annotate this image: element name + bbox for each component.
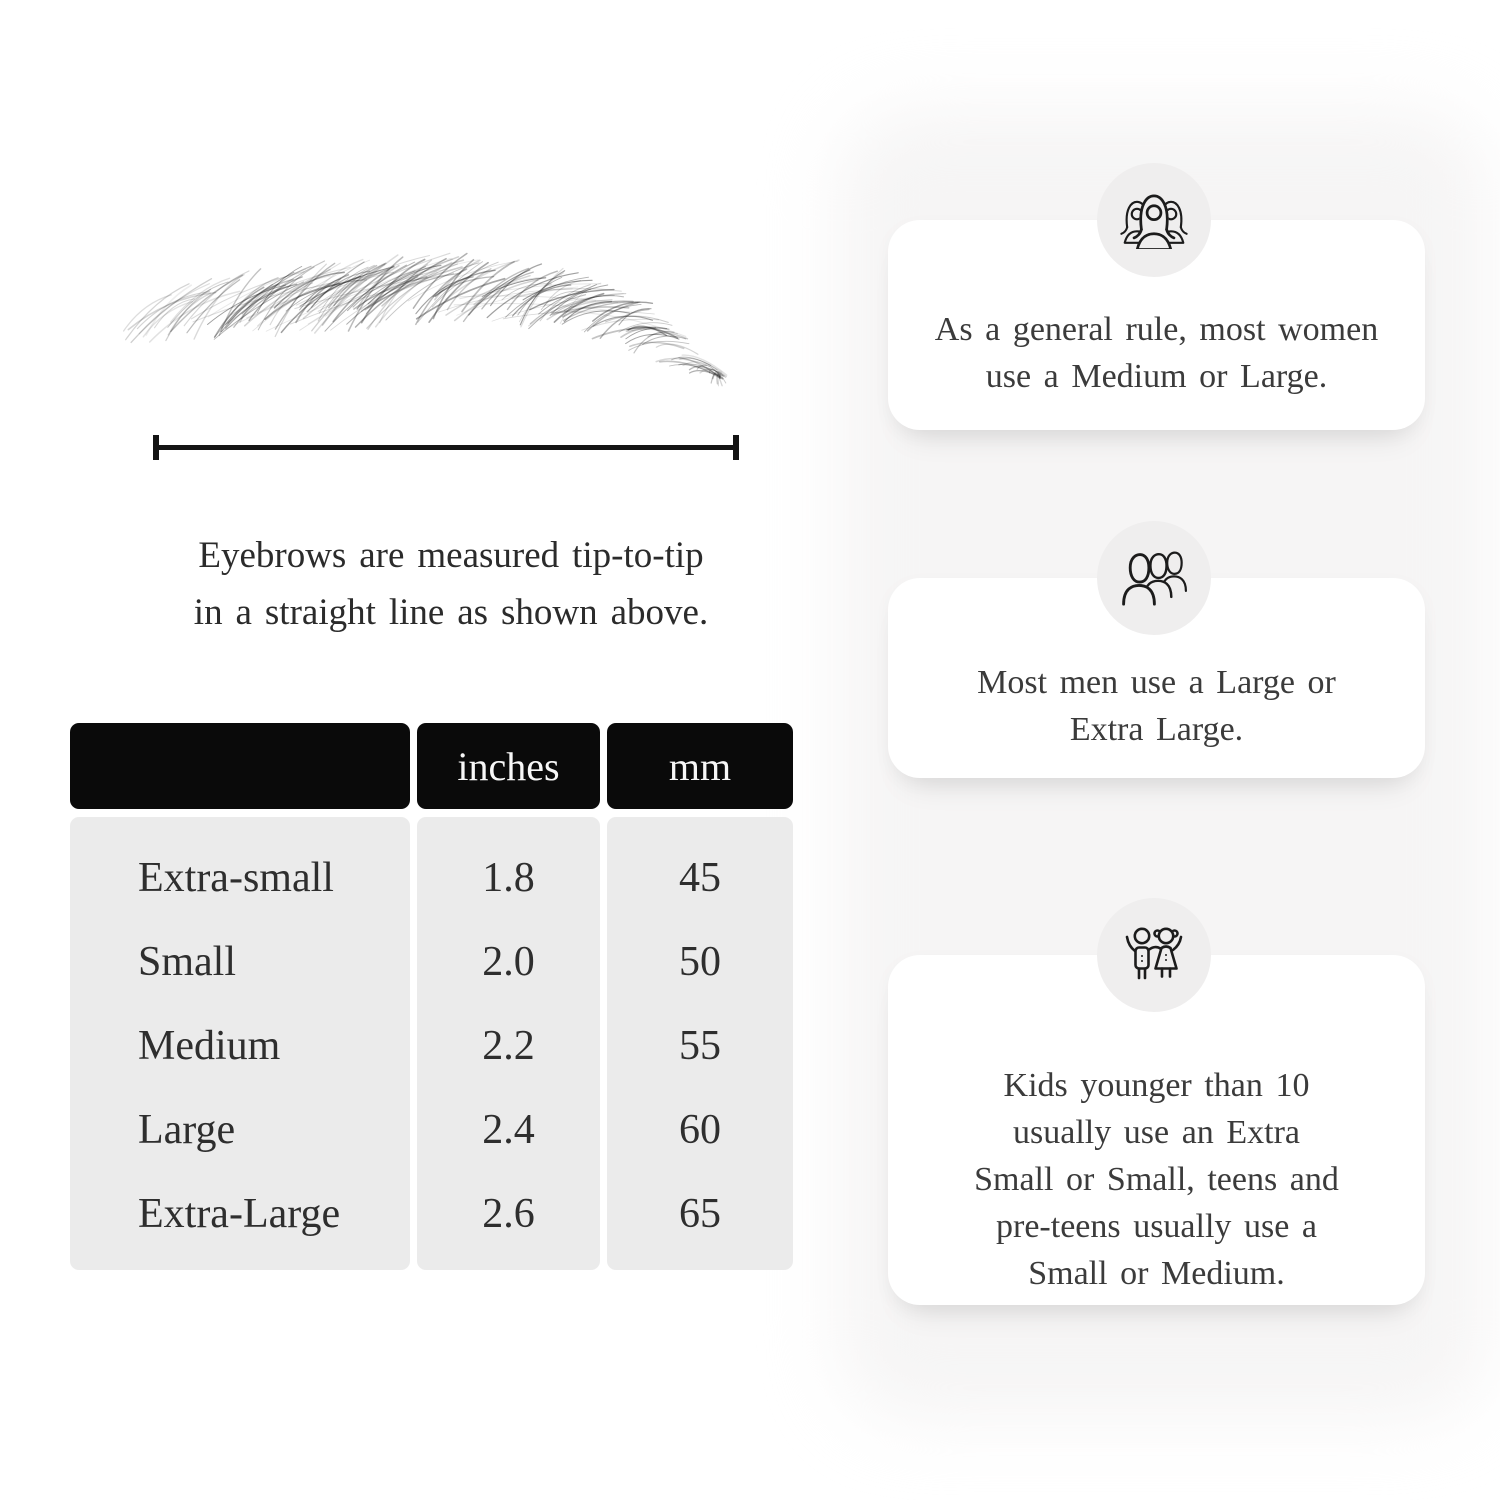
card-women-line-1: As a general rule, most women <box>934 311 1379 348</box>
kids-icon-badge <box>1097 898 1211 1012</box>
table-row-mm: 50 <box>679 939 721 985</box>
card-men-line-2: Extra Large. <box>1069 711 1244 748</box>
card-kids-line-3: Small or Small, teens and <box>974 1160 1339 1198</box>
table-row-label: Extra-Large <box>138 1191 341 1237</box>
table-row-label: Extra-small <box>138 855 334 901</box>
size-table-header-size <box>70 723 410 809</box>
table-row-label: Small <box>138 939 237 985</box>
table-row-label: Medium <box>138 1023 281 1069</box>
table-row-inches: 1.8 <box>482 855 535 901</box>
table-row-mm: 65 <box>679 1191 721 1237</box>
size-table-label-column <box>70 817 410 1270</box>
table-row-label: Large <box>138 1107 236 1153</box>
caption-line-2: in a straight line as shown above. <box>193 592 709 633</box>
eyebrow-illustration <box>115 238 737 410</box>
size-table-inches-column <box>417 817 600 1270</box>
table-row-mm: 45 <box>679 855 721 901</box>
kids-icon <box>1122 924 1186 986</box>
card-kids-line-1: Kids younger than 10 <box>1003 1066 1310 1104</box>
table-row-inches: 2.4 <box>482 1107 535 1153</box>
table-row-mm: 55 <box>679 1023 721 1069</box>
table-row-mm: 60 <box>679 1107 721 1153</box>
men-icon-badge <box>1097 521 1211 635</box>
caption-line-1: Eyebrows are measured tip-to-tip <box>198 535 704 576</box>
table-row-inches: 2.0 <box>482 939 535 985</box>
men-group-icon <box>1112 548 1196 608</box>
size-table-header-mm: mm <box>607 723 793 809</box>
card-men-line-1: Most men use a Large or <box>977 664 1336 701</box>
card-kids-line-2: usually use an Extra <box>1013 1113 1300 1151</box>
size-table-header-inches: inches <box>417 723 600 809</box>
measurement-line <box>153 435 739 460</box>
women-icon-badge <box>1097 163 1211 277</box>
card-women-line-2: use a Medium or Large. <box>985 358 1328 395</box>
table-row-inches: 2.6 <box>482 1191 535 1237</box>
size-table <box>70 723 793 1270</box>
table-row-inches: 2.2 <box>482 1023 535 1069</box>
eyebrow-illustration-wrap <box>115 238 737 410</box>
women-group-icon <box>1118 191 1190 249</box>
size-table-mm-column <box>607 817 793 1270</box>
card-kids-line-4: pre-teens usually use a <box>996 1207 1317 1245</box>
measurement-caption <box>100 527 802 641</box>
card-kids-line-5: Small or Medium. <box>1028 1254 1285 1292</box>
